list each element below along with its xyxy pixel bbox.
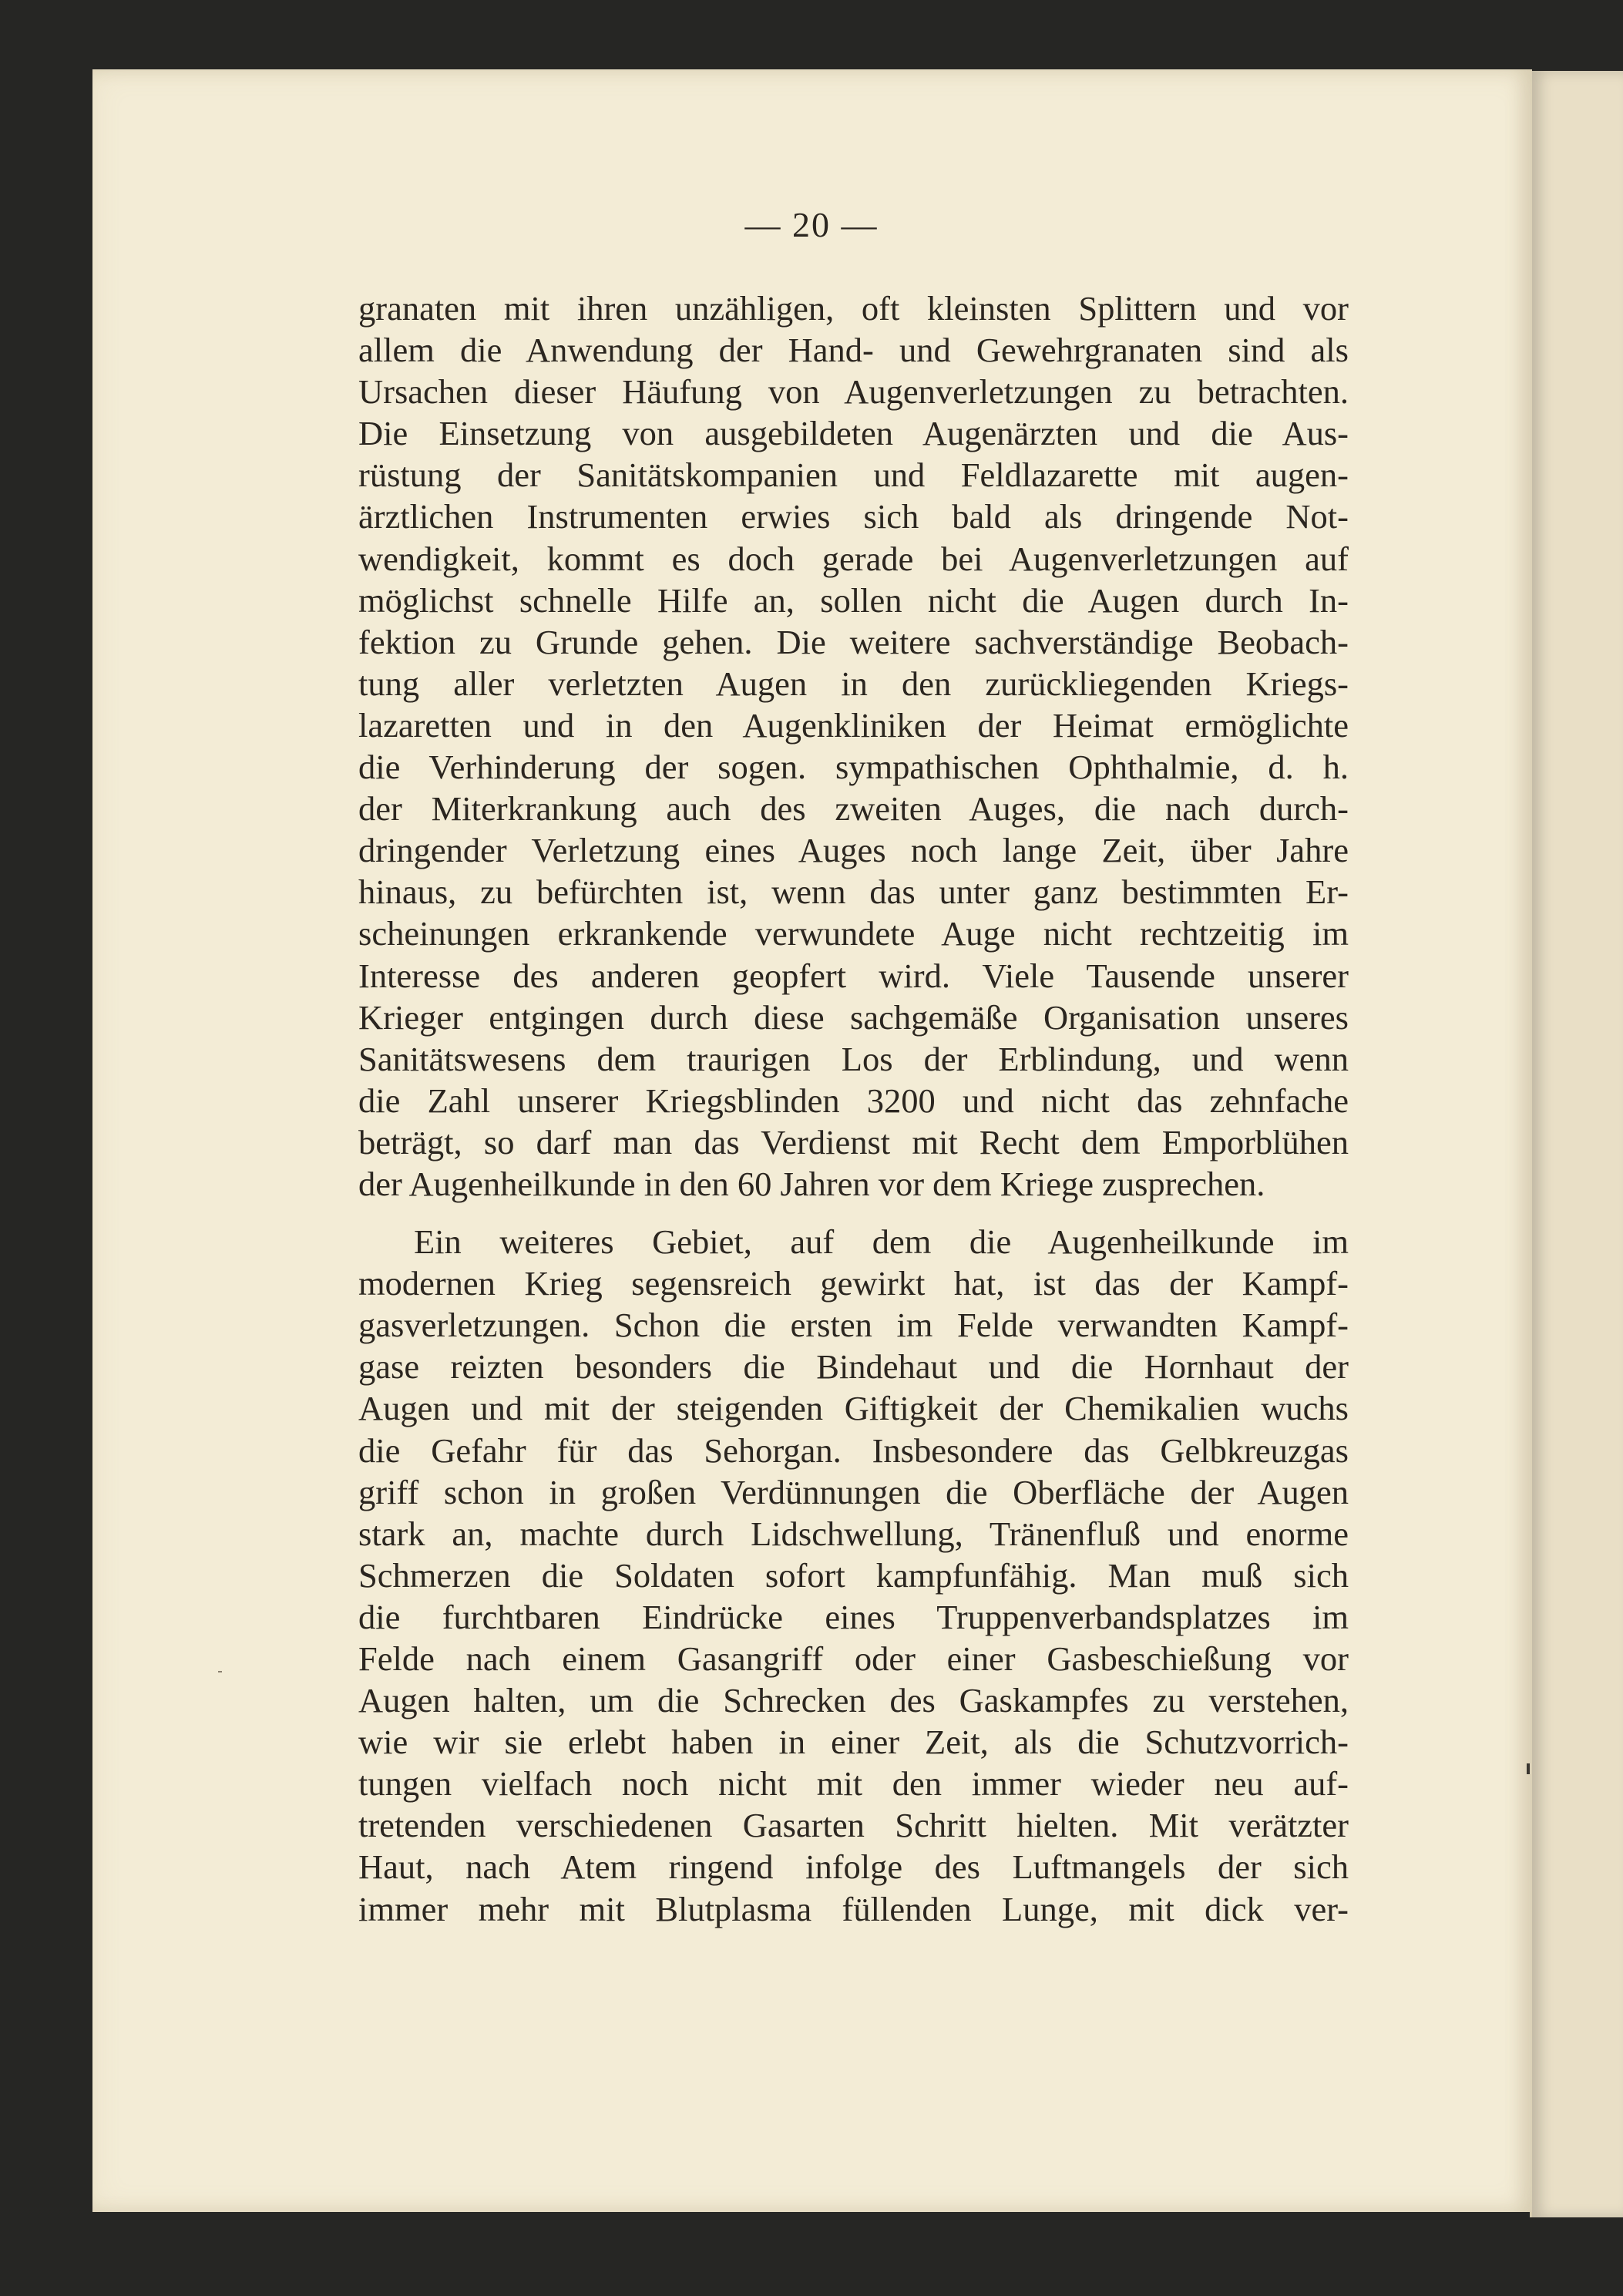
text-line: modernen Krieg segensreich gewirkt hat, ist das der Kampf-	[358, 1264, 1349, 1303]
text-line: Die Einsetzung von ausgebildeten Augenärzten und die Aus-	[358, 414, 1349, 453]
text-line: hinaus, zu befürchten ist, wenn das unter ganz bestimmten Er-	[358, 872, 1349, 912]
text-line: Felde nach einem Gasangriff oder einer Gasbeschießung vor	[358, 1639, 1349, 1678]
text-line: gasverletzungen. Schon die ersten im Felde verwandten Kampf-	[358, 1306, 1349, 1345]
text-line: Schmerzen die Soldaten sofort kampfunfähig. Man muß sich	[358, 1555, 1349, 1595]
text-line: der Augenheilkunde in den 60 Jahren vor dem Kriege zusprechen.	[358, 1164, 1265, 1203]
text-line: immer mehr mit Blutplasma füllenden Lunge, mit dick ver-	[358, 1889, 1349, 1928]
text-line: stark an, machte durch Lidschwellung, Tränenfluß und enorme	[358, 1514, 1349, 1553]
text-line: die Zahl unserer Kriegsblinden 3200 und nicht das zehnfache	[358, 1081, 1349, 1120]
text-line: tretenden verschiedenen Gasarten Schritt hielten. Mit verätzter	[358, 1806, 1349, 1845]
page-number: — 20 —	[744, 205, 879, 244]
text-line: griff schon in großen Verdünnungen die Oberfläche der Augen	[358, 1472, 1349, 1511]
text-line: scheinungen erkrankende verwundete Auge nicht rechtzeitig im	[358, 914, 1349, 953]
text-line: Haut, nach Atem ringend infolge des Luftmangels der sich	[358, 1847, 1349, 1887]
text-line: Augen halten, um die Schrecken des Gaskampfes zu verstehen,	[358, 1681, 1349, 1720]
paragraph-1	[358, 287, 1349, 1205]
paragraph-2	[358, 1221, 1349, 1930]
text-line: fektion zu Grunde gehen. Die weitere sachverständige Beobach-	[358, 622, 1349, 661]
text-line: tungen vielfach noch nicht mit den immer wieder neu auf-	[358, 1764, 1349, 1804]
text-line: Ein weiteres Gebiet, auf dem die Augenheilkunde im	[414, 1222, 1349, 1262]
text-line: Interesse des anderen geopfert wird. Viele Tausende unserer	[358, 956, 1349, 995]
text-line: gase reizten besonders die Bindehaut und die Hornhaut der	[358, 1347, 1349, 1387]
text-line: tung aller verletzten Augen in den zurückliegenden Kriegs-	[358, 664, 1349, 703]
text-line: möglichst schnelle Hilfe an, sollen nicht die Augen durch In-	[358, 580, 1349, 620]
text-line: ärztlichen Instrumenten erwies sich bald als dringende Not-	[358, 497, 1349, 536]
text-line: Augen und mit der steigenden Giftigkeit der Chemikalien wuchs	[358, 1389, 1349, 1428]
text-line: die Verhinderung der sogen. sympathischen Ophthalmie, d. h.	[358, 748, 1349, 787]
text-line: allem die Anwendung der Hand- und Gewehrgranaten sind als	[358, 331, 1349, 370]
text-line: der Miterkrankung auch des zweiten Auges, die nach durch-	[358, 789, 1349, 829]
text-line: granaten mit ihren unzähligen, oft kleinsten Splittern und vor	[358, 289, 1349, 328]
page-edge-nick	[1527, 1763, 1530, 1774]
text-line: Krieger entgingen durch diese sachgemäße Organisation unseres	[358, 997, 1349, 1037]
text-line: die Gefahr für das Sehorgan. Insbesondere das Gelbkreuzgas	[358, 1430, 1349, 1470]
text-line: wie wir sie erlebt haben in einer Zeit, als die Schutzvorrich-	[358, 1723, 1349, 1762]
text-line: Sanitätswesens dem traurigen Los der Erblindung, und wenn	[358, 1039, 1349, 1078]
text-line: beträgt, so darf man das Verdienst mit Recht dem Emporblühen	[358, 1122, 1349, 1161]
paragraph-gap	[358, 1205, 1349, 1221]
text-line: wendigkeit, kommt es doch gerade bei Augenverletzungen auf	[358, 539, 1349, 578]
text-line: lazaretten und in den Augenkliniken der Heimat ermöglichte	[358, 705, 1349, 745]
body-text	[358, 287, 1349, 1930]
text-line: die furchtbaren Eindrücke eines Truppenverbandsplatzes im	[358, 1597, 1349, 1636]
text-line: Ursachen dieser Häufung von Augenverletzungen zu betrachten.	[358, 372, 1349, 412]
text-line: rüstung der Sanitätskompanien und Feldlazarette mit augen-	[358, 456, 1349, 495]
adjacent-page-edge	[1530, 71, 1623, 2217]
stray-ink-mark	[218, 1671, 222, 1672]
text-line: dringender Verletzung eines Auges noch lange Zeit, über Jahre	[358, 831, 1349, 870]
